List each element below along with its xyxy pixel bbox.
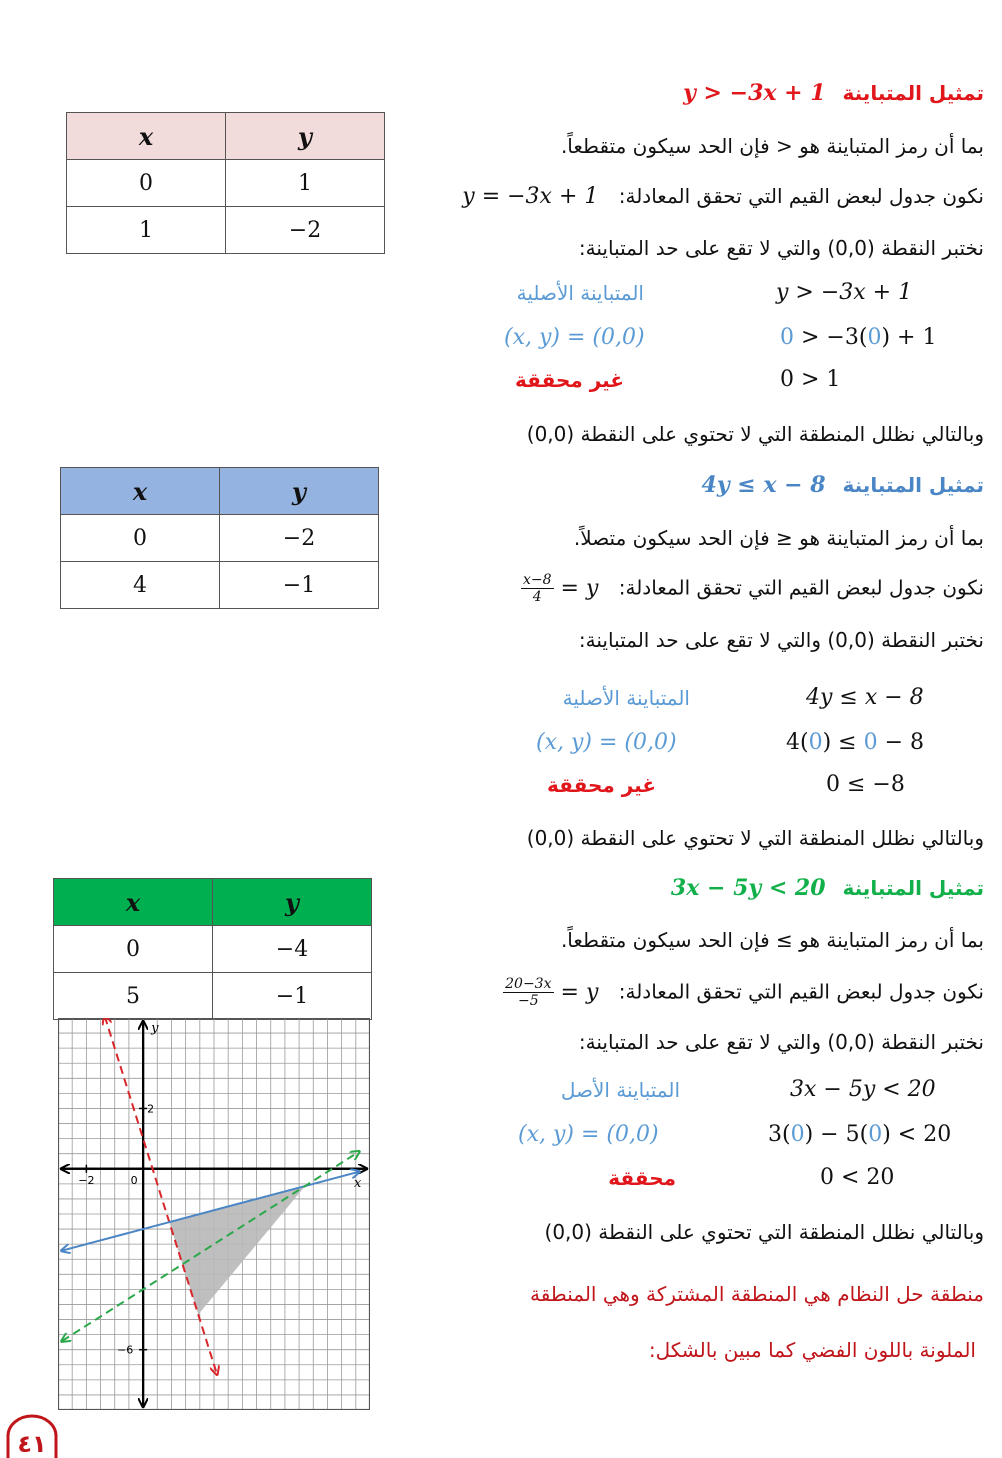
table-cell: −2 (220, 515, 379, 562)
fraction-numerator: 20−3x (505, 976, 552, 992)
values-table-3 (53, 878, 372, 1020)
sub-part: ) ≤ (822, 730, 864, 755)
fraction-denominator: 4 (532, 589, 542, 605)
row-label-result: محققة (608, 1166, 676, 1190)
sub-part: ) − 5( (804, 1122, 869, 1147)
row-label-original: المتباينة الأصلية (562, 686, 690, 710)
table-intro-text: نكون جدول لبعض القيم التي تحقق المعادلة: (618, 575, 984, 600)
sub-part: ) < 20 (882, 1122, 952, 1147)
table-cell: 1 (67, 207, 226, 254)
sub-zero: 0 (780, 325, 794, 350)
table-cell: −2 (226, 207, 385, 254)
heading-math: 3x − 5y < 20 (670, 875, 826, 901)
y-axis-label: y (151, 1021, 159, 1036)
table-intro-text: نكون جدول لبعض القيم التي تحقق المعادلة: (618, 979, 984, 1004)
table-header-x: x (67, 113, 226, 160)
line-type-text: بما أن رمز المتباينة هو < فإن الحد سيكون متقطعاً. (560, 134, 984, 158)
sub-zero: 0 (868, 1122, 883, 1147)
sub-part: 4( (786, 730, 809, 755)
conclusion: وبالتالي نظلل المنطقة التي لا تحتوي على النقطة (0,0) (526, 422, 984, 446)
sub-zero: 0 (867, 325, 882, 350)
row-math-original: 3x − 5y < 20 (790, 1077, 936, 1102)
row-math-result: 0 ≤ −8 (826, 772, 905, 797)
table-row (67, 160, 385, 207)
table-intro (503, 976, 984, 1009)
equation-fraction (503, 976, 553, 1009)
section-1-heading (683, 80, 984, 106)
tick-label-x-neg2: −2 (78, 1173, 95, 1187)
table-cell: 0 (67, 160, 226, 207)
sub-part: > −3( (794, 325, 868, 350)
fraction-numerator: x−8 (522, 572, 552, 588)
row-label-result: غير محققة (515, 368, 624, 392)
table-header-row (67, 113, 385, 160)
heading-math: y > −3x + 1 (683, 80, 826, 106)
sub-zero: 0 (863, 730, 878, 755)
table-intro (521, 572, 984, 605)
line-type-text: بما أن رمز المتباينة هو ≥ فإن الحد سيكون متقطعاً. (560, 928, 984, 952)
row-label-point: (x, y) = (0,0) (518, 1122, 659, 1147)
sub-part: 3( (768, 1122, 791, 1147)
table-cell: 0 (61, 515, 220, 562)
boundary-line-green (62, 1152, 358, 1341)
table-header-y: y (213, 879, 372, 926)
test-intro: نختبر النقطة (0,0) والتي لا تقع على حد المتباينة: (578, 628, 984, 652)
table-cell: −4 (213, 926, 372, 973)
table-cell: 4 (61, 562, 220, 609)
row-label-original: المتباينة الأصل (560, 1078, 680, 1102)
row-label-point: (x, y) = (0,0) (504, 325, 645, 350)
equation: y = −3x + 1 (462, 184, 599, 209)
equation-lhs: y = (560, 575, 599, 601)
table-cell: 1 (226, 160, 385, 207)
equation (503, 976, 599, 1009)
table-cell: 5 (54, 973, 213, 1020)
conclusion: وبالتالي نظلل المنطقة التي تحتوي على النقطة (0,0) (544, 1220, 984, 1244)
table-header-x: x (54, 879, 213, 926)
table-header-row (54, 879, 372, 926)
test-intro: نختبر النقطة (0,0) والتي لا تقع على حد المتباينة: (578, 1030, 984, 1054)
sub-zero: 0 (790, 1122, 805, 1147)
table-row (54, 973, 372, 1020)
table-row (61, 562, 379, 609)
table-row (67, 207, 385, 254)
table-row (61, 515, 379, 562)
row-math-substitution (780, 325, 936, 350)
table-header-x: x (61, 468, 220, 515)
table-header-y: y (220, 468, 379, 515)
equation-fraction (521, 572, 554, 605)
row-math-original: 4y ≤ x − 8 (806, 685, 924, 710)
line-type-text: بما أن رمز المتباينة هو ≤ فإن الحد سيكون متصلاً. (573, 526, 984, 550)
row-label-point: (x, y) = (0,0) (536, 730, 677, 755)
section-2-heading (702, 472, 984, 498)
row-label-result: غير محققة (547, 773, 656, 797)
row-math-original: y > −3x + 1 (776, 280, 913, 305)
row-math-result: 0 > 1 (780, 367, 841, 392)
x-axis-label: x (354, 1175, 362, 1191)
table-header-y: y (226, 113, 385, 160)
heading-label: تمثيل المتباينة (842, 876, 984, 900)
summary-line-1: منطقة حل النظام هي المنطقة المشتركة وهي المنطقة (529, 1282, 984, 1306)
table-intro-text: نكون جدول لبعض القيم التي تحقق المعادلة: (618, 184, 984, 208)
summary-line-2: الملونة باللون الفضي كما مبين بالشكل: (648, 1338, 976, 1362)
tick-label-y-2: 2 (147, 1102, 155, 1116)
values-table-1 (66, 112, 385, 254)
conclusion: وبالتالي نظلل المنطقة التي لا تحتوي على النقطة (0,0) (526, 826, 984, 850)
row-math-substitution (786, 730, 924, 755)
tick-label-origin: 0 (130, 1173, 138, 1187)
inequality-graph (58, 1018, 370, 1410)
fraction-denominator: −5 (518, 993, 539, 1009)
tick-label-y-neg6: −6 (117, 1343, 134, 1357)
section-3-heading (671, 875, 984, 901)
row-math-result: 0 < 20 (820, 1165, 895, 1190)
table-cell: −1 (220, 562, 379, 609)
heading-math: 4y ≤ x − 8 (701, 472, 826, 498)
row-math-substitution (768, 1122, 951, 1147)
table-cell: −1 (213, 973, 372, 1020)
table-cell: 0 (54, 926, 213, 973)
sub-part: ) + 1 (881, 325, 937, 350)
heading-label: تمثيل المتباينة (842, 81, 984, 105)
values-table-2 (60, 467, 379, 609)
table-intro (462, 184, 984, 209)
row-label-original: المتباينة الأصلية (516, 281, 644, 305)
sub-zero: 0 (808, 730, 823, 755)
page-number: ٤١ (17, 1430, 47, 1458)
table-row (54, 926, 372, 973)
sub-part: − 8 (877, 730, 925, 755)
table-header-row (61, 468, 379, 515)
equation (521, 572, 599, 605)
page-number-badge (4, 1414, 60, 1458)
heading-label: تمثيل المتباينة (842, 473, 984, 497)
test-intro: نختبر النقطة (0,0) والتي لا تقع على حد المتباينة: (578, 236, 984, 260)
equation-lhs: y = (560, 979, 599, 1005)
